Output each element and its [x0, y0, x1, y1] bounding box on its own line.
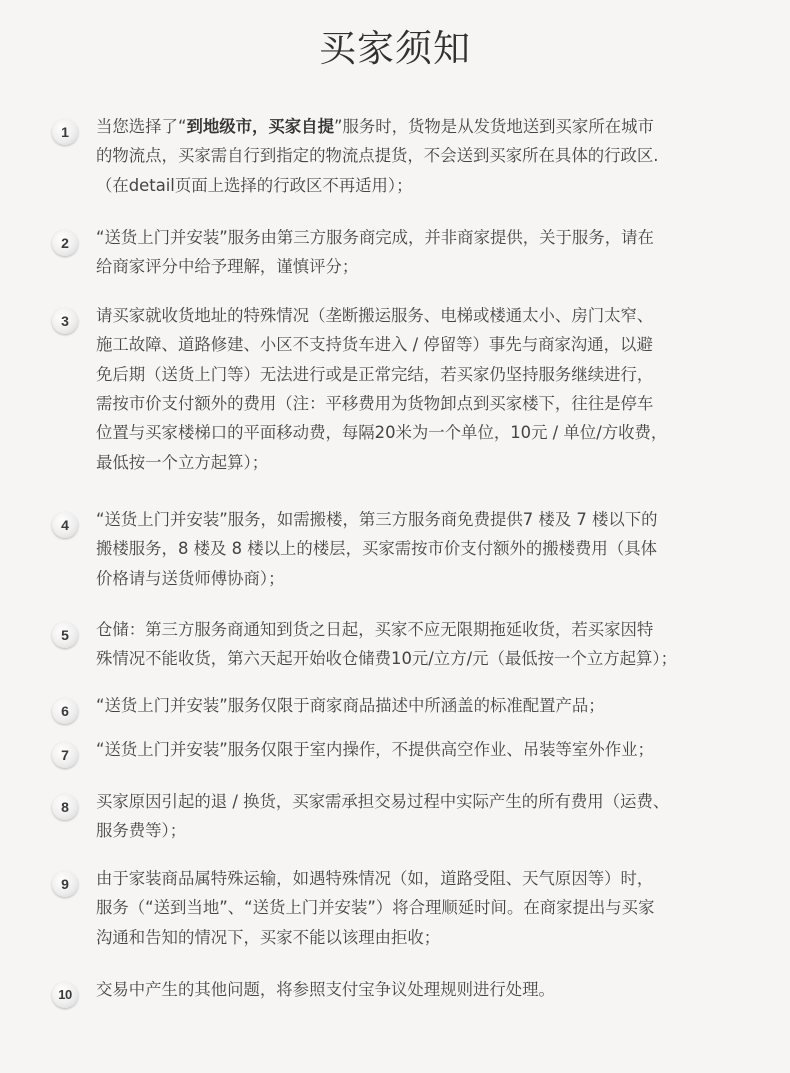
text-segment: 服务费等）；: [96, 821, 187, 841]
item-number-badge: 10: [52, 982, 78, 1008]
item-text-line: [96, 740, 654, 760]
text-segment: ”服务时，货物是从发货地送到买家所在城市: [333, 117, 654, 136]
item-text-line: [96, 117, 654, 137]
item-text-line: [96, 453, 268, 473]
item-text-line: [96, 146, 659, 166]
item-text-line: [96, 869, 653, 889]
text-segment: 沟通和告知的情况下，买家不能以该理由拒收；: [96, 927, 441, 947]
item-text-line: [96, 228, 654, 248]
item-number-badge: 3: [52, 308, 78, 334]
text-segment: 当您选择了“: [96, 117, 187, 136]
text-segment: 交易中产生的其他问题，将参照支付宝争议处理规则进行处理。: [96, 980, 555, 999]
text-segment: 的物流点，买家需自行到指定的物流点提货，不会送到买家所在具体的行政区.: [96, 146, 659, 166]
item-text-line: [96, 792, 669, 812]
text-segment: 仓储：第三方服务商通知到货之日起，买家不应无限期拖延收货，若买家因特: [96, 620, 654, 639]
item-text-line: [96, 928, 440, 948]
item-text-line: [96, 696, 605, 716]
item-text-line: [96, 306, 653, 326]
text-segment: “送货上门并安装”服务由第三方服务商完成，并非商家提供，关于服务，请在: [96, 228, 654, 247]
page-title: 买家须知: [319, 27, 471, 70]
text-segment: 请买家就收货地址的特殊情况（垄断搬运服务、电梯或楼通太小、房门太窄、: [96, 306, 654, 325]
item-text-line: [96, 821, 186, 841]
item-number-badge: 4: [52, 512, 78, 538]
text-segment: 需按市价支付额外的费用（注：平移费用为货物卸点到买家楼下，往往是停车: [96, 393, 654, 413]
text-segment: 最低按一个立方起算）；: [96, 452, 269, 472]
text-segment: 施工故障、道路修建、小区不支持货车进入 / 停留等）事先与商家沟通，以避: [96, 335, 653, 355]
item-text-line: [96, 569, 285, 589]
text-segment: 服务（“送到当地”、“送货上门并安装”）将合理顺延时间。在商家提出与买家: [96, 898, 655, 918]
bold-text-segment: 到地级市，买家自提: [186, 117, 334, 136]
text-segment: “送货上门并安装”服务仅限于商家商品描述中所涵盖的标准配置产品；: [96, 696, 605, 715]
item-number-badge: 1: [52, 119, 78, 145]
item-text-line: [96, 365, 653, 385]
item-text-line: [96, 423, 667, 443]
item-text-line: [96, 649, 677, 669]
item-text-line: [96, 510, 658, 530]
text-segment: 给商家评分中给予理解，谨慎评分；: [96, 257, 359, 277]
item-number-badge: 6: [52, 698, 78, 724]
item-text-line: [96, 176, 413, 196]
text-segment: 搬楼服务，8 楼及 8 楼以上的楼层，买家需按市价支付额外的搬楼费用（具体: [96, 539, 657, 559]
item-number-badge: 5: [52, 622, 78, 648]
item-text-line: [96, 980, 555, 1000]
text-segment: 位置与买家楼梯口的平面移动费，每隔20米为一个单位，10元 / 单位/方收费，: [96, 423, 668, 443]
item-text-line: [96, 257, 358, 277]
item-number-badge: 7: [52, 742, 78, 768]
item-number-badge: 9: [52, 871, 78, 897]
text-segment: “送货上门并安装”服务，如需搬楼，第三方服务商免费提供7 楼及 7 楼以下的: [96, 510, 658, 529]
text-segment: 买家原因引起的退 / 换货，买家需承担交易过程中实际产生的所有费用（运费、: [96, 792, 670, 811]
text-segment: （在detail页面上选择的行政区不再适用）；: [96, 175, 413, 195]
text-segment: 价格请与送货师傅协商）；: [96, 568, 285, 588]
item-number-badge: 8: [52, 794, 78, 820]
text-segment: 殊情况不能收货，第六天起开始收仓储费10元/立方/元（最低按一个立方起算）；: [96, 649, 677, 669]
item-text-line: [96, 539, 657, 559]
text-segment: 由于家装商品属特殊运输，如遇特殊情况（如，道路受阻、天气原因等）时，: [96, 869, 654, 888]
item-text-line: [96, 898, 654, 918]
text-segment: 免后期（送货上门等）无法进行或是正常完结，若买家仍坚持服务继续进行，: [96, 364, 654, 384]
text-segment: “送货上门并安装”服务仅限于室内操作，不提供高空作业、吊装等室外作业；: [96, 740, 654, 759]
item-text-line: [96, 335, 653, 355]
item-number-badge: 2: [52, 230, 78, 256]
item-text-line: [96, 394, 653, 414]
item-text-line: [96, 620, 653, 640]
